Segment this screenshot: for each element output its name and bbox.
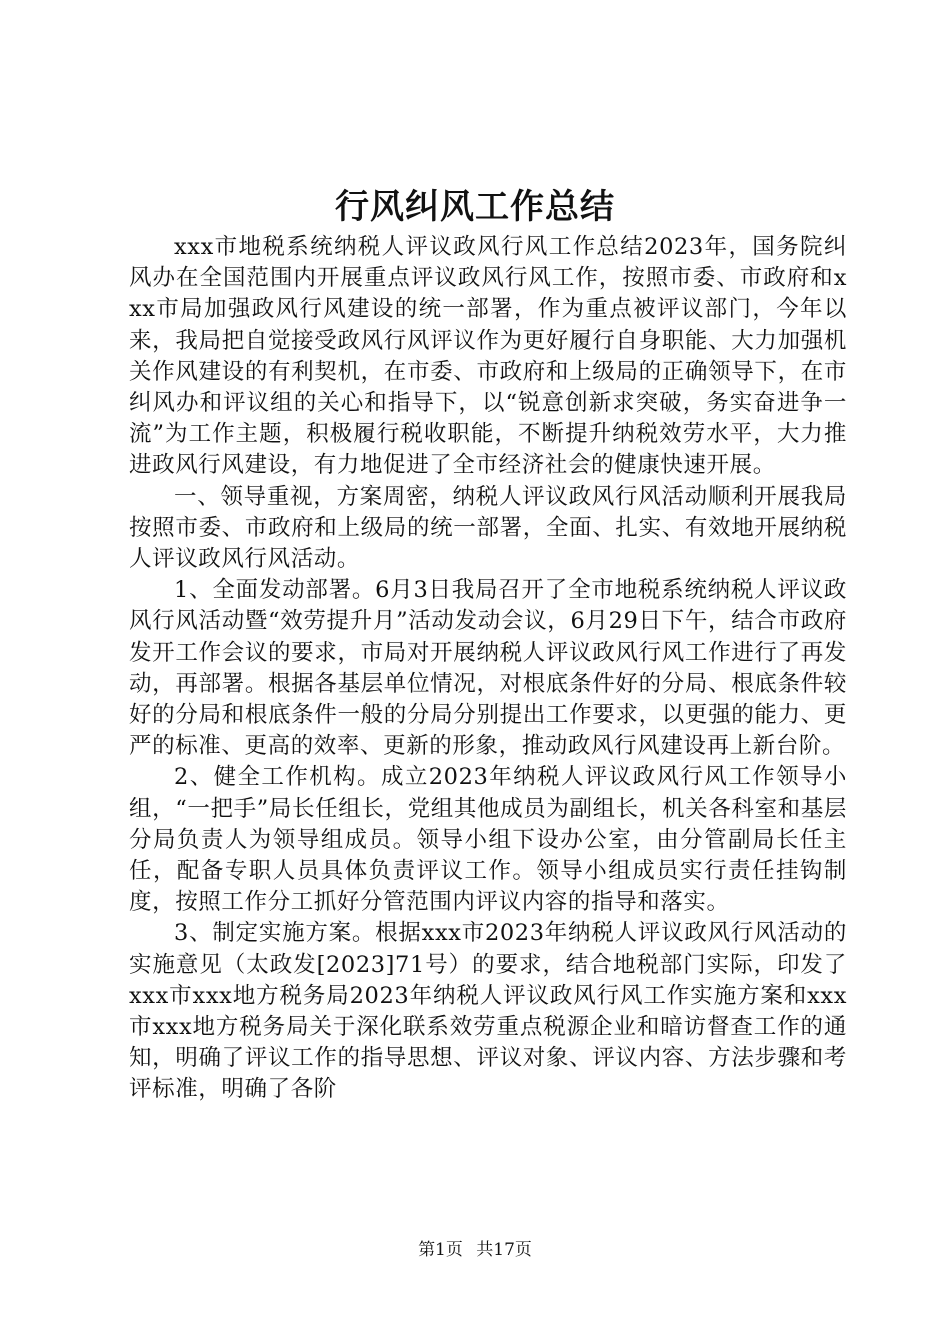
document-title: 行风纠风工作总结 — [335, 187, 615, 227]
page-total: 共17页 — [476, 1240, 532, 1260]
page-number: 第1页 — [418, 1240, 463, 1260]
document-body — [129, 232, 847, 1106]
paragraph: 一、领导重视，方案周密，纳税人评议政风行风活动顺利开展我局按照市委、市政府和上级局的统一部署，全面、扎实、有效地开展纳税人评议政风行风活动。 — [129, 483, 847, 573]
paragraph: xxx市地税系统纳税人评议政风行风工作总结2023年，国务院纠风办在全国范围内开展重点评议政风行风工作，按照市委、市政府和xxx市局加强政风行风建设的统一部署，作为重点被评议部门，今年以来，我局把自觉接受政风行风评议作为更好履行自身职能、大力加强机关作风建设的有利契机，在市委、市政府和上级局的正确领导下，在市纠风办和评议组的关心和指导下，以“锐意创新求突破，务实奋进争一流”为工作主题，积极履行税收职能，不断提升纳税效劳水平，大力推进政风行风建设，有力地促进了全市经济社会的健康快速开展。 — [129, 234, 847, 479]
paragraph: 3、制定实施方案。根据xxx市2023年纳税人评议政风行风活动的实施意见（太政发[2023]71号）的要求，结合地税部门实际，印发了xxx市xxx地方税务局2023年纳税人评议政风行风工作实施方案和xxx市xxx地方税务局关于深化联系效劳重点税源企业和暗访督查工作的通知，明确了评议工作的指导思想、评议对象、评议内容、方法步骤和考评标准，明确了各阶 — [129, 920, 847, 1103]
paragraph: 2、健全工作机构。成立2023年纳税人评议政风行风工作领导小组，“一把手”局长任组长，党组其他成员为副组长，机关各科室和基层分局负责人为领导组成员。领导小组下设办公室，由分管副局长任主任，配备专职人员具体负责评议工作。领导小组成员实行责任挂钩制度，按照工作分工抓好分管范围内评议内容的指导和落实。 — [129, 764, 847, 916]
paragraph: 1、全面发动部署。6月3日我局召开了全市地税系统纳税人评议政风行风活动暨“效劳提升月”活动发动会议，6月29日下午，结合市政府发开工作会议的要求，市局对开展纳税人评议政风行风工作进行了再发动，再部署。根据各基层单位情况，对根底条件好的分局、根底条件较好的分局和根底条件一般的分局分别提出工作要求，以更强的能力、更严的标准、更高的效率、更新的形象，推动政风行风建设再上新台阶。 — [129, 577, 847, 760]
page-footer — [0, 1238, 950, 1262]
